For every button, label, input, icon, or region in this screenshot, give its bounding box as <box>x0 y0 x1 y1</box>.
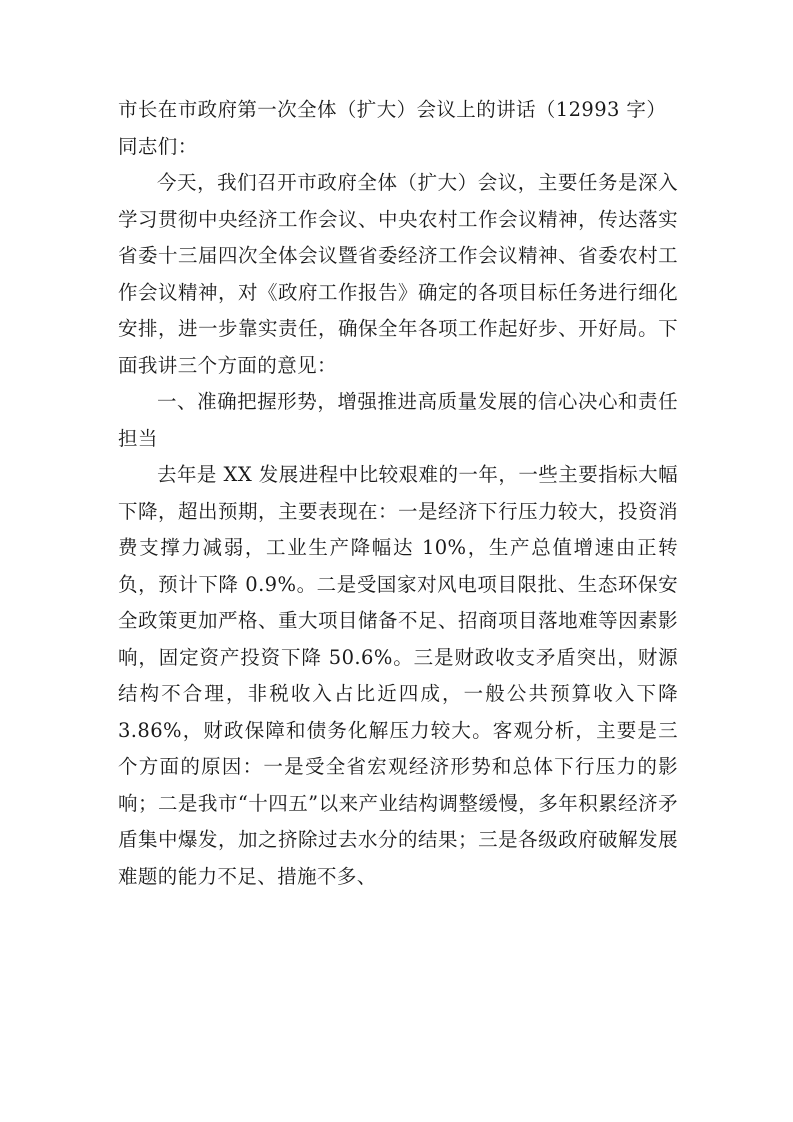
paragraph-intro: 今天，我们召开市政府全体（扩大）会议，主要任务是深入学习贯彻中央经济工作会议、中央农村工作会议精神，传达落实省委十三届四次全体会议暨省委经济工作会议精神、省委农村工作会议精神，对《政府工作报告》确定的各项目标任务进行细化安排，进一步靠实责任，确保全年各项工作起好步、开好局。下面我讲三个方面的意见： <box>118 171 678 377</box>
document-body <box>118 92 678 895</box>
paragraph-situation: 去年是 XX 发展进程中比较艰难的一年，一些主要指标大幅下降，超出预期，主要表现在：一是经济下行压力较大，投资消费支撑力减弱，工业生产降幅达 10%，生产总值增速由正转负，预计下降 0.9%。二是受国家对风电项目限批、生态环保安全政策更加严格、重大项目储备不足、招商项目落地难等因素影响，固定资产投资下降 50.6%。三是财政收支矛盾突出，财源结构不合理，非税收入占比近四成，一般公共预算收入下降 3.86%，财政保障和债务化解压力较大。客观分析，主要是三个方面的原因：一是受全省宏观经济形势和总体下行压力的影响；二是我市“十四五”以来产业结构调整缓慢，多年积累经济矛盾集中爆发，加之挤除过去水分的结果；三是各级政府破解发展难题的能力不足、措施不多、 <box>118 463 678 888</box>
section-heading-1: 一、准确把握形势，增强推进高质量发展的信心决心和责任担当 <box>118 390 678 450</box>
salutation: 同志们： <box>118 134 198 158</box>
document-title: 市长在市政府第一次全体（扩大）会议上的讲话（12993 字） <box>118 98 667 121</box>
